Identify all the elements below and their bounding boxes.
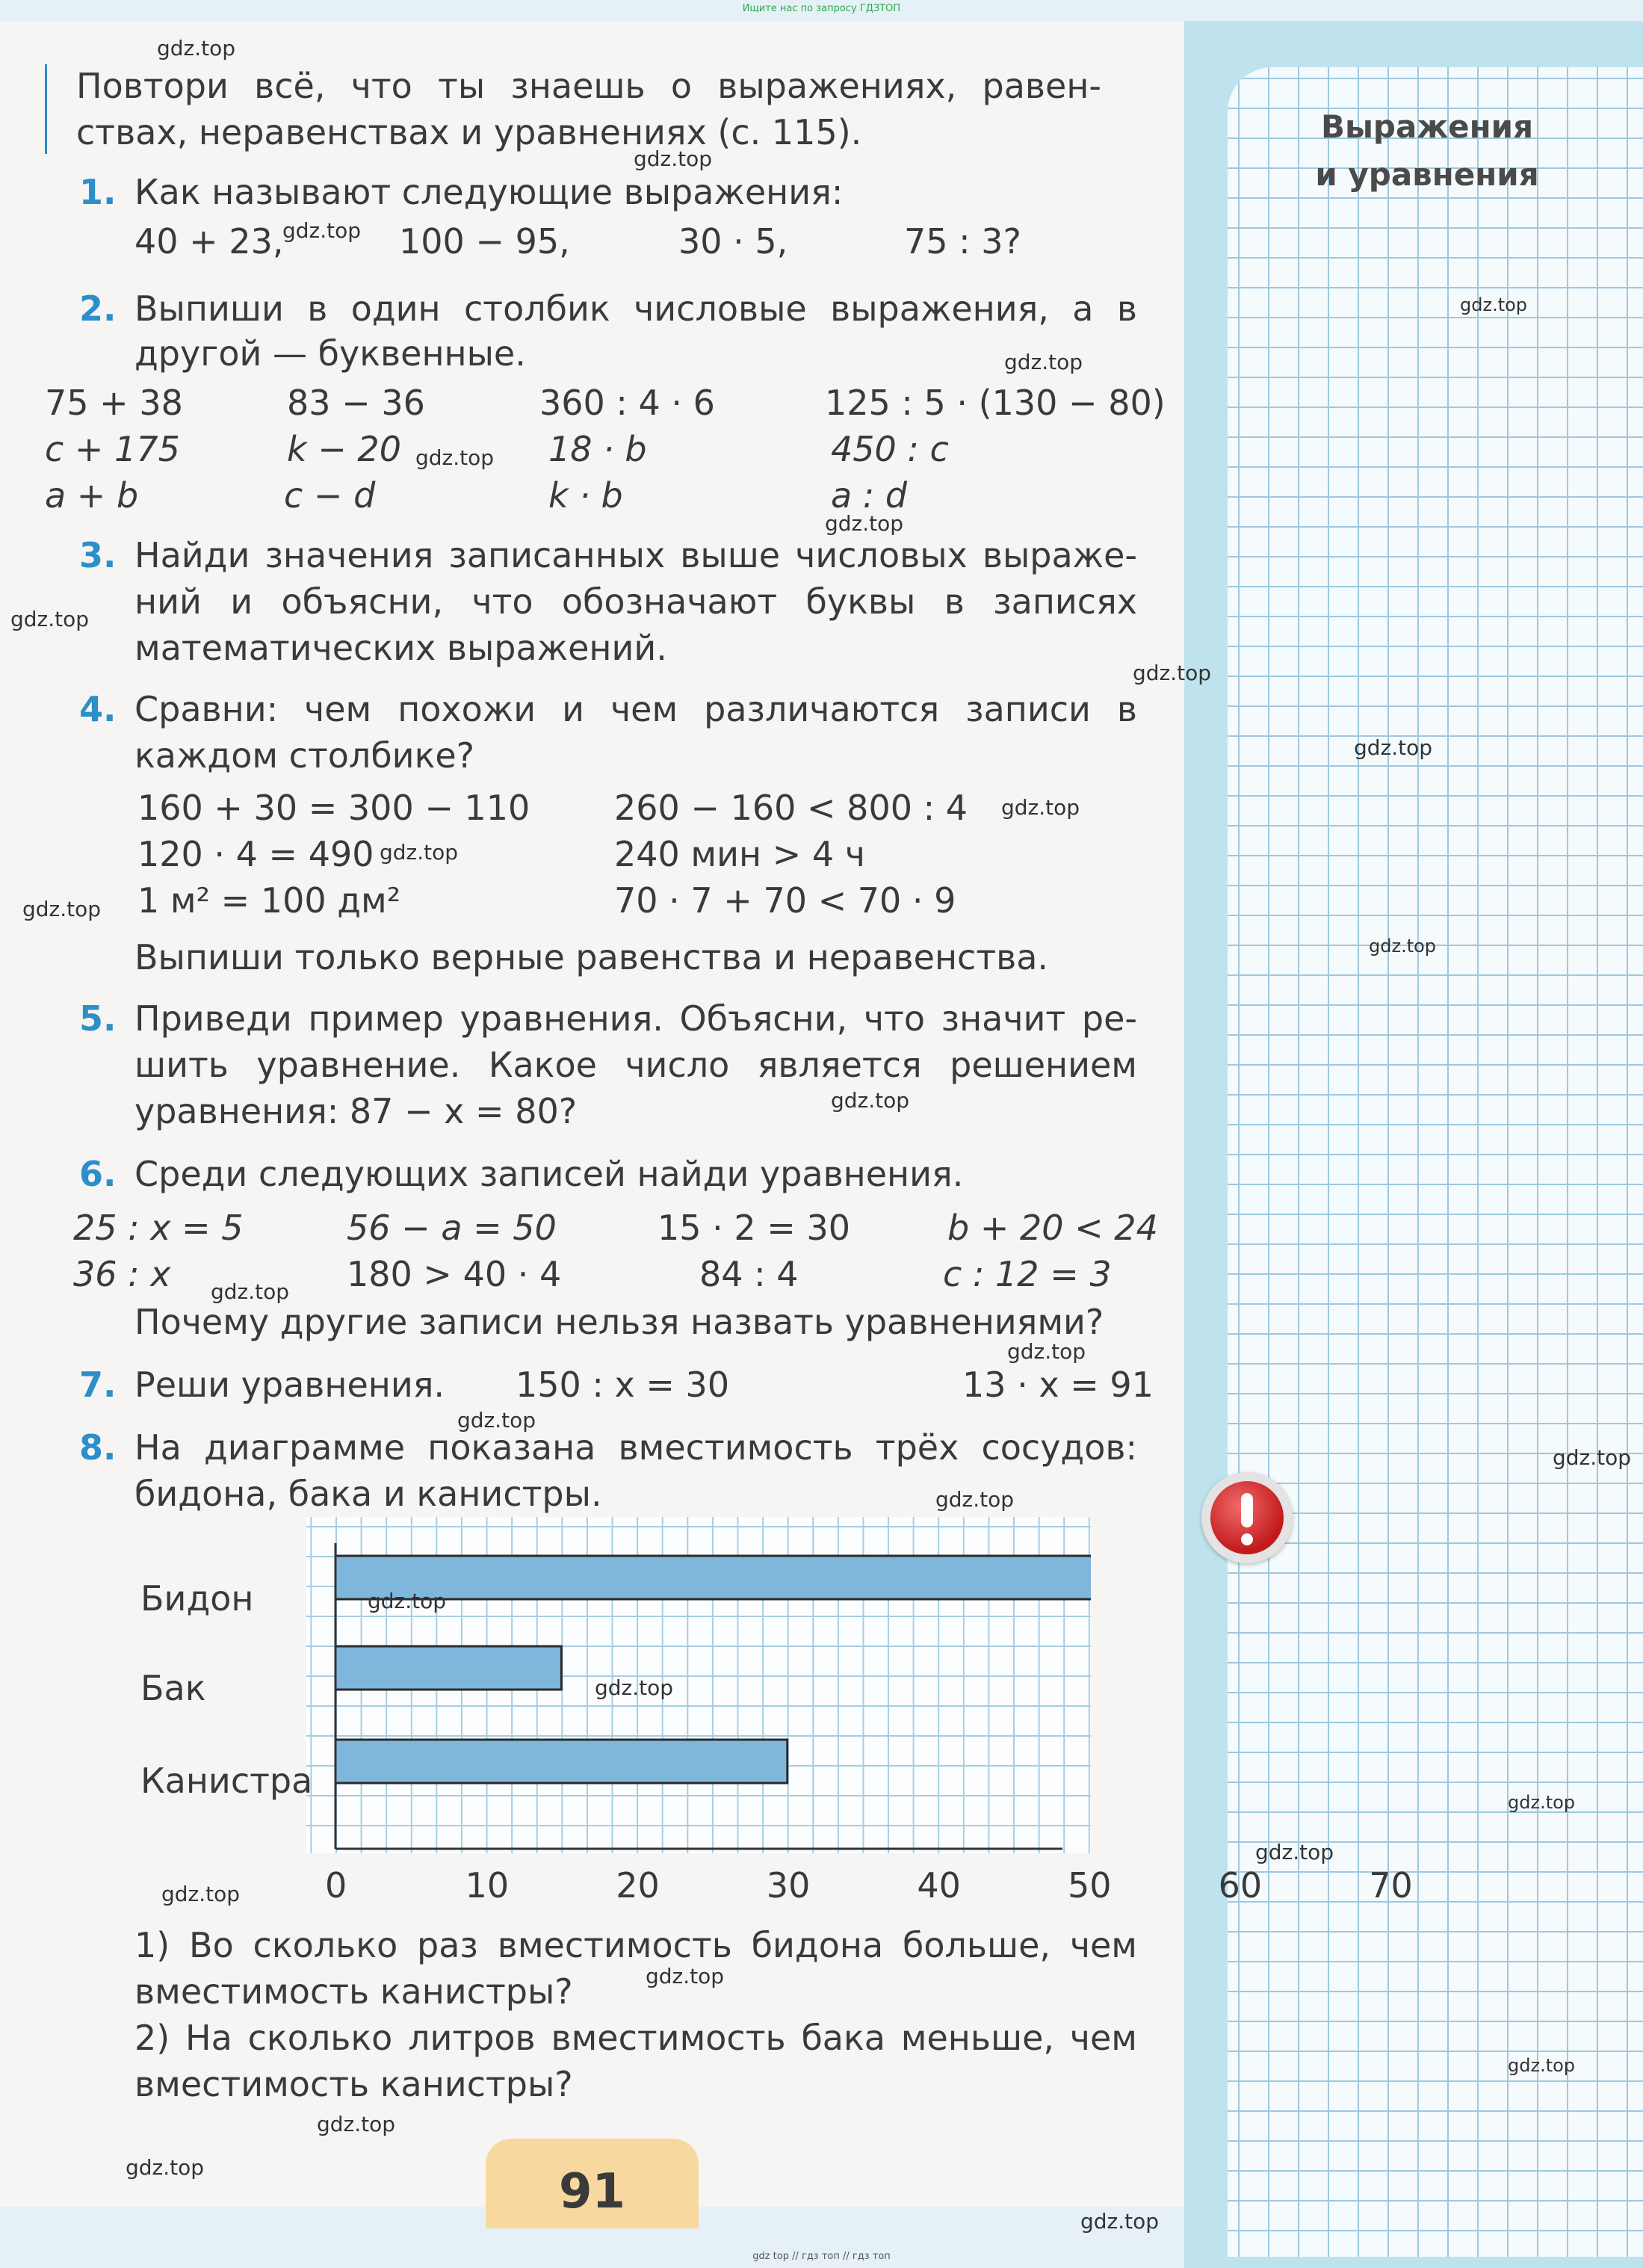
task-3-number: 3.: [79, 535, 117, 575]
watermark: gdz.top: [646, 1964, 725, 1989]
task-4-left: 160 + 30 = 300 − 110: [137, 788, 530, 828]
task-2-line-2: другой — буквенные.: [134, 333, 526, 374]
task-1-text: Как называют следующие выражения:: [134, 172, 844, 212]
task-3-line-2: ний и объясни, что обозначают буквы в записях: [134, 581, 1137, 622]
x-tick-label: 60: [1218, 1865, 1263, 1906]
task-8-question-2-cont: вместимость канистры?: [134, 2064, 573, 2104]
watermark: gdz.top: [457, 1408, 536, 1433]
task-4-note: Выпиши только верные равенства и неравенства.: [134, 937, 1049, 977]
task-6-cell: b + 20 < 24: [947, 1208, 1158, 1248]
task-6-cell: 84 : 4: [699, 1254, 799, 1294]
task-4-left: 1 м² = 100 дм²: [137, 880, 401, 921]
watermark: gdz.top: [595, 1675, 674, 1700]
task-3-line-3: математических выражений.: [134, 628, 667, 668]
x-tick-label: 20: [616, 1865, 660, 1906]
watermark: gdz.top: [634, 146, 713, 171]
task-4-right: 240 мин > 4 ч: [614, 834, 865, 874]
intro-line-1: Повтори всё, что ты знаешь о выражениях, равен-: [76, 66, 1101, 106]
task-6-text: Среди следующих записей найди уравнения.: [134, 1154, 964, 1194]
task-1-expr-1: 40 + 23,: [134, 221, 284, 262]
task-6-cell: 15 · 2 = 30: [657, 1208, 850, 1248]
task-4-right: 70 · 7 + 70 < 70 · 9: [614, 880, 956, 921]
task-8-line-1: На диаграмме показана вместимость трёх сосудов:: [134, 1427, 1137, 1468]
watermark: gdz.top: [831, 1088, 910, 1113]
section-title: Выражения и уравнения: [1315, 108, 1539, 193]
task-4-left: 120 · 4 = 490: [137, 834, 374, 874]
task-2-cell: a + b: [45, 475, 139, 516]
task-6-number: 6.: [79, 1154, 117, 1194]
task-7-text: Реши уравнения.: [134, 1365, 445, 1405]
task-4-number: 4.: [79, 689, 117, 729]
side-grid-panel: [1228, 67, 1643, 2257]
x-tick-label: 50: [1068, 1865, 1112, 1906]
task-2-cell: 75 + 38: [45, 383, 183, 423]
task-6-cell: 56 − a = 50: [347, 1208, 557, 1248]
task-8-question-1: 1) Во сколько раз вместимость бидона больше, чем: [134, 1925, 1137, 1965]
watermark: gdz.top: [1001, 795, 1080, 820]
task-2-line-1: Выпиши в один столбик числовые выражения, а в: [134, 288, 1137, 329]
task-8-question-2: 2) На сколько литров вместимость бака меньше, чем: [134, 2018, 1137, 2058]
watermark: gdz.top: [211, 1279, 290, 1304]
x-tick-label: 40: [917, 1865, 961, 1906]
task-2-cell: k − 20: [287, 429, 401, 469]
task-2-cell: c − d: [284, 475, 376, 516]
bar-1: [335, 1646, 561, 1690]
task-2-cell: c + 175: [45, 429, 180, 469]
x-tick-label: 0: [325, 1865, 347, 1906]
intro-rule: [45, 64, 47, 154]
chart-svg: [306, 1517, 1091, 1965]
task-2-cell: 18 · b: [548, 429, 647, 469]
watermark: gdz.top: [157, 36, 236, 61]
watermark: gdz.top: [282, 218, 362, 243]
category-label: Канистра: [140, 1761, 313, 1801]
x-tick-label: 10: [465, 1865, 510, 1906]
task-4-line-2: каждом столбике?: [134, 735, 475, 776]
capacity-bar-chart: [306, 1517, 1091, 1853]
watermark: gdz.top: [368, 1589, 447, 1613]
watermark: gdz.top: [1133, 661, 1212, 685]
watermark: gdz.top: [1460, 294, 1528, 315]
task-2-cell: 125 : 5 · (130 − 80): [825, 383, 1166, 423]
category-label: Бак: [140, 1668, 206, 1708]
watermark: gdz.top: [126, 2155, 205, 2180]
task-4-right: 260 − 160 < 800 : 4: [614, 788, 968, 828]
task-1-expr-2: 100 − 95,: [399, 221, 570, 262]
task-6-cell: c : 12 = 3: [943, 1254, 1112, 1294]
watermark: gdz.top: [380, 840, 459, 865]
task-6-cell: 25 : x = 5: [73, 1208, 244, 1248]
task-2-number: 2.: [79, 288, 117, 329]
task-6-cell: 36 : x: [73, 1254, 171, 1294]
task-1-number: 1.: [79, 172, 117, 212]
watermark: gdz.top: [415, 445, 495, 470]
watermark: gdz.top: [10, 607, 90, 631]
task-4-line-1: Сравни: чем похожи и чем различаются записи в: [134, 689, 1137, 729]
intro-line-2: ствах, неравенствах и уравнениях (с. 115).: [76, 112, 862, 152]
task-8-question-1-cont: вместимость канистры?: [134, 1971, 573, 2012]
watermark: gdz.top: [22, 897, 102, 921]
bottom-note: gdz top // гдз топ // гдз топ: [752, 2251, 891, 2262]
task-5-line-1: Приведи пример уравнения. Объясни, что значит ре-: [134, 998, 1137, 1039]
watermark: gdz.top: [1553, 1445, 1632, 1470]
task-5-line-2: шить уравнение. Какое число является решением: [134, 1045, 1137, 1085]
task-8-number: 8.: [79, 1427, 117, 1468]
task-2-cell: 450 : c: [831, 429, 949, 469]
task-5-number: 5.: [79, 998, 117, 1039]
watermark: gdz.top: [1080, 2209, 1160, 2234]
watermark: gdz.top: [1508, 1792, 1576, 1813]
task-6-note: Почему другие записи нельзя назвать уравнениями?: [134, 1302, 1104, 1342]
x-tick-label: 70: [1369, 1865, 1413, 1906]
watermark: gdz.top: [825, 511, 904, 536]
task-1-expr-4: 75 : 3?: [904, 221, 1021, 262]
task-7-eq-1: 150 : x = 30: [516, 1365, 730, 1405]
bar-0: [335, 1556, 1091, 1599]
watermark: gdz.top: [1369, 936, 1437, 957]
task-6-cell: 180 > 40 · 4: [347, 1254, 562, 1294]
task-8-line-2: бидона, бака и канистры.: [134, 1474, 602, 1514]
x-tick-label: 30: [766, 1865, 811, 1906]
watermark: gdz.top: [1255, 1840, 1334, 1864]
watermark: gdz.top: [1004, 350, 1083, 374]
task-2-cell: a : d: [831, 475, 908, 516]
task-5-line-3: уравнения: 87 − x = 80?: [134, 1091, 578, 1131]
watermark: gdz.top: [317, 2112, 396, 2136]
top-note: Ищите нас по запросу ГДЗТОП: [742, 3, 901, 14]
exclamation-icon: [1201, 1472, 1293, 1563]
watermark: gdz.top: [1354, 735, 1433, 760]
category-label: Бидон: [140, 1578, 254, 1619]
watermark: gdz.top: [1508, 2055, 1576, 2076]
watermark: gdz.top: [1007, 1339, 1086, 1364]
page-number: 91: [558, 2164, 626, 2219]
task-3-line-1: Найди значения записанных выше числовых выраже-: [134, 535, 1137, 575]
task-7-eq-2: 13 · x = 91: [962, 1365, 1154, 1405]
task-2-cell: k · b: [548, 475, 623, 516]
task-7-number: 7.: [79, 1365, 117, 1405]
watermark: gdz.top: [161, 1882, 241, 1906]
task-2-cell: 83 − 36: [287, 383, 425, 423]
bar-2: [335, 1740, 788, 1783]
task-2-cell: 360 : 4 · 6: [539, 383, 715, 423]
watermark: gdz.top: [935, 1487, 1015, 1512]
task-1-expr-3: 30 · 5,: [678, 221, 788, 262]
